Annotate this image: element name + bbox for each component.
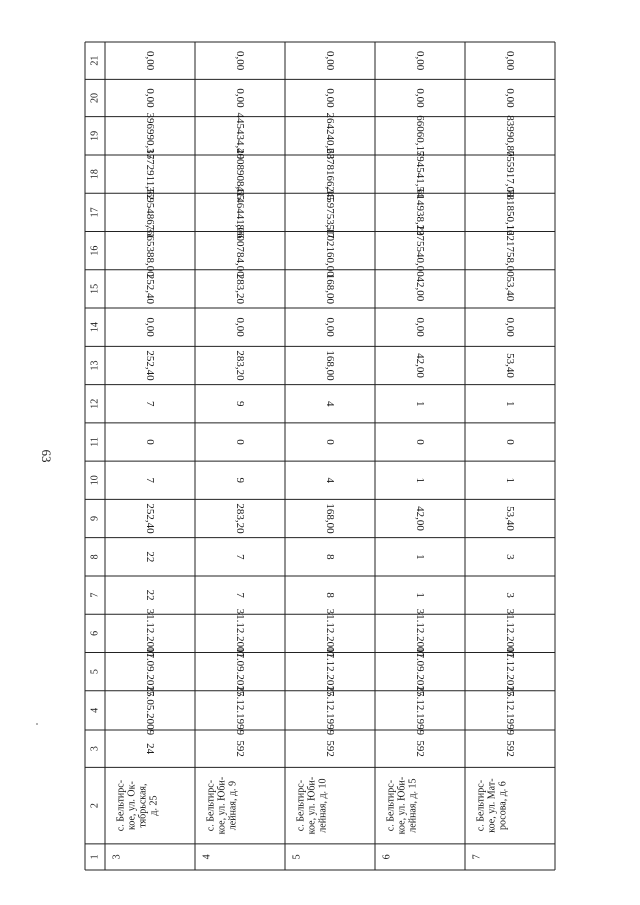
- data-table: [85, 42, 555, 870]
- table-cell: 25.12.1999: [324, 685, 336, 736]
- table-cell: 25.12.1999: [234, 685, 246, 736]
- address-line: кое, ул. Юби-: [216, 776, 228, 835]
- column-number: 2: [89, 803, 101, 809]
- table-cell: 22: [144, 551, 156, 563]
- table-cell: 31.12.2017: [144, 608, 156, 659]
- table-cell: 168,00: [324, 350, 336, 381]
- table-cell: 283,20: [234, 503, 246, 534]
- table-cell: 592: [414, 740, 426, 757]
- table-cell: 1: [414, 477, 426, 484]
- table-cell: 0,00: [144, 317, 156, 337]
- table-cell: 4008908,65: [234, 147, 246, 201]
- table-cell: 0,00: [144, 51, 156, 71]
- table-cell: 0,00: [504, 51, 516, 71]
- table-cell: 0,00: [324, 51, 336, 71]
- table-cell: 1: [414, 554, 426, 560]
- table-cell: 83990,80: [504, 115, 516, 157]
- column-number: 13: [89, 360, 101, 371]
- column-number: 21: [89, 55, 101, 66]
- table-cell: 396990,17: [144, 112, 156, 160]
- table-cell: 0: [144, 439, 156, 445]
- table-cell: 25.05.2009: [144, 685, 156, 736]
- table-cell: 168,00: [324, 273, 336, 305]
- column-number: 20: [89, 93, 101, 104]
- column-number: 19: [89, 130, 101, 141]
- table-cell: 3: [504, 592, 516, 598]
- row-number: 6: [381, 854, 393, 860]
- column-number: 5: [89, 669, 101, 675]
- address-line: д. 25: [148, 795, 160, 816]
- table-cell: 592: [504, 740, 516, 757]
- table-cell: 0,00: [504, 88, 516, 108]
- table-cell: 252,40: [144, 350, 156, 381]
- table-cell: 1: [414, 592, 426, 598]
- table-cell: 31.12.2017: [324, 608, 336, 659]
- table-cell: 22: [144, 589, 156, 601]
- table-cell: 264240,68: [324, 112, 336, 160]
- column-number: 16: [89, 245, 101, 256]
- table-cell: 7: [234, 592, 246, 598]
- table-cell: 1: [504, 400, 516, 407]
- column-number: 7: [89, 592, 101, 598]
- table-cell: 614938,29: [414, 188, 426, 236]
- column-number: 14: [89, 322, 101, 333]
- table-cell: 25.12.1999: [414, 685, 426, 736]
- column-number: 12: [89, 398, 101, 409]
- table-cell: 2378166,15: [324, 147, 336, 201]
- table-cell: 25.12.1999: [504, 685, 516, 736]
- address-line: кое, ул. Юби-: [396, 776, 408, 835]
- table-cell: 283,20: [234, 350, 246, 381]
- address-line: с. Бельтирс-: [385, 779, 397, 832]
- table-cell: 3695486,31: [144, 186, 156, 239]
- table-cell: 2459753,17: [324, 186, 336, 239]
- table-cell: 252,40: [144, 273, 156, 305]
- table-cell: 0: [414, 439, 426, 445]
- table-cell: 1: [414, 400, 426, 407]
- table-cell: 592: [324, 740, 336, 757]
- table-cell: 3572911,52: [144, 148, 156, 201]
- address-line: лейная, д. 10: [317, 778, 329, 833]
- table-cell: 01.09.2017: [234, 646, 246, 697]
- table-cell: 7: [234, 554, 246, 560]
- table-cell: 0,00: [234, 51, 246, 71]
- address-line: с. Бельтирс-: [115, 779, 127, 832]
- address-line: с. Бельтирс-: [295, 779, 307, 832]
- column-number: 15: [89, 283, 101, 294]
- table-cell: 0,00: [234, 88, 246, 108]
- table-cell: 31.12.2017: [414, 608, 426, 659]
- table-cell: 781850,12: [504, 188, 516, 236]
- table-cell: 8: [324, 554, 336, 560]
- table-cell: 0,00: [414, 317, 426, 337]
- table-cell: 0: [504, 439, 516, 445]
- column-number: 1: [89, 854, 101, 860]
- table-cell: 01.09.2017: [414, 646, 426, 697]
- column-number: 10: [89, 475, 101, 486]
- address-line: кое, ул. Ок-: [126, 781, 138, 831]
- table-cell: 0: [234, 439, 246, 445]
- scan-speck: [36, 723, 38, 725]
- table-cell: 0,00: [414, 88, 426, 108]
- column-number: 11: [89, 437, 101, 447]
- table-cell: 592: [234, 740, 246, 757]
- address-line: лейная, д. 15: [407, 778, 419, 833]
- table-cell: 0,00: [234, 317, 246, 337]
- table-cell: 168,00: [324, 503, 336, 534]
- table-cell: 53,40: [504, 353, 516, 378]
- table-cell: 0,00: [414, 51, 426, 71]
- table-cell: 01.09.2017: [144, 646, 156, 697]
- table-cell: 53,40: [504, 506, 516, 531]
- table-cell: 0,00: [504, 317, 516, 337]
- table-cell: 0: [324, 439, 336, 445]
- table-cell: 0,00: [324, 88, 336, 108]
- address-line: кое, ул. Юби-: [306, 776, 318, 835]
- column-number: 3: [89, 746, 101, 752]
- page-number: 63: [39, 449, 54, 463]
- table-cell: 53,40: [504, 276, 516, 302]
- table-cell: 1: [504, 477, 516, 484]
- table-cell: 4: [324, 477, 336, 484]
- address-line: с. Бельтирс-: [475, 779, 487, 832]
- table-cell: 252,40: [144, 503, 156, 534]
- table-cell: 1621758,00: [504, 224, 516, 277]
- row-number: 7: [471, 854, 483, 860]
- address-line: с. Бельтирс-: [205, 779, 217, 832]
- table-cell: 5102160,00: [324, 224, 336, 277]
- table-cell: 66060,17: [414, 115, 426, 157]
- address-line: лейная, д. 9: [227, 780, 239, 831]
- table-cell: 3: [504, 554, 516, 560]
- address-line: кое, ул. Мат-: [486, 778, 498, 833]
- table-cell: 01.12.2017: [504, 646, 516, 697]
- table-cell: 0,00: [324, 317, 336, 337]
- table-cell: 9: [234, 400, 246, 407]
- row-number: 3: [111, 854, 123, 860]
- table-cell: 445434,29: [234, 112, 246, 160]
- row-number: 5: [291, 854, 303, 860]
- table-cell: 8: [324, 592, 336, 598]
- table-cell: 755917,08: [504, 150, 516, 198]
- address-line: росова, д. 6: [497, 781, 509, 830]
- table-cell: 9: [234, 477, 246, 484]
- column-number: 9: [89, 516, 101, 522]
- table-cell: 42,00: [414, 276, 426, 302]
- table-cell: 594541,54: [414, 150, 426, 198]
- row-number: 4: [201, 854, 213, 860]
- table-cell: 4: [324, 400, 336, 407]
- table-cell: 8600784,00: [234, 224, 246, 277]
- table-cell: 42,00: [414, 506, 426, 531]
- table-grid: [85, 42, 555, 870]
- table-cell: 42,00: [414, 353, 426, 378]
- table-cell: 7: [144, 477, 156, 484]
- table-cell: 4146441,06: [234, 186, 246, 239]
- table-cell: 01.12.2017: [324, 646, 336, 697]
- address-line: тябрьская,: [137, 783, 149, 828]
- column-number: 18: [89, 169, 101, 180]
- column-number: 6: [89, 630, 101, 636]
- column-number: 17: [89, 207, 101, 218]
- column-number: 4: [89, 707, 101, 713]
- table-cell: 7665388,00: [144, 224, 156, 277]
- table-cell: 283,20: [234, 273, 246, 305]
- table-cell: 0,00: [144, 88, 156, 108]
- table-cell: 1275540,00: [414, 224, 426, 277]
- column-number: 8: [89, 554, 101, 560]
- table-cell: 7: [144, 400, 156, 407]
- table-cell: 24: [144, 743, 156, 755]
- table-cell: 31.12.2017: [504, 608, 516, 659]
- table-cell: 31.12.2017: [234, 608, 246, 659]
